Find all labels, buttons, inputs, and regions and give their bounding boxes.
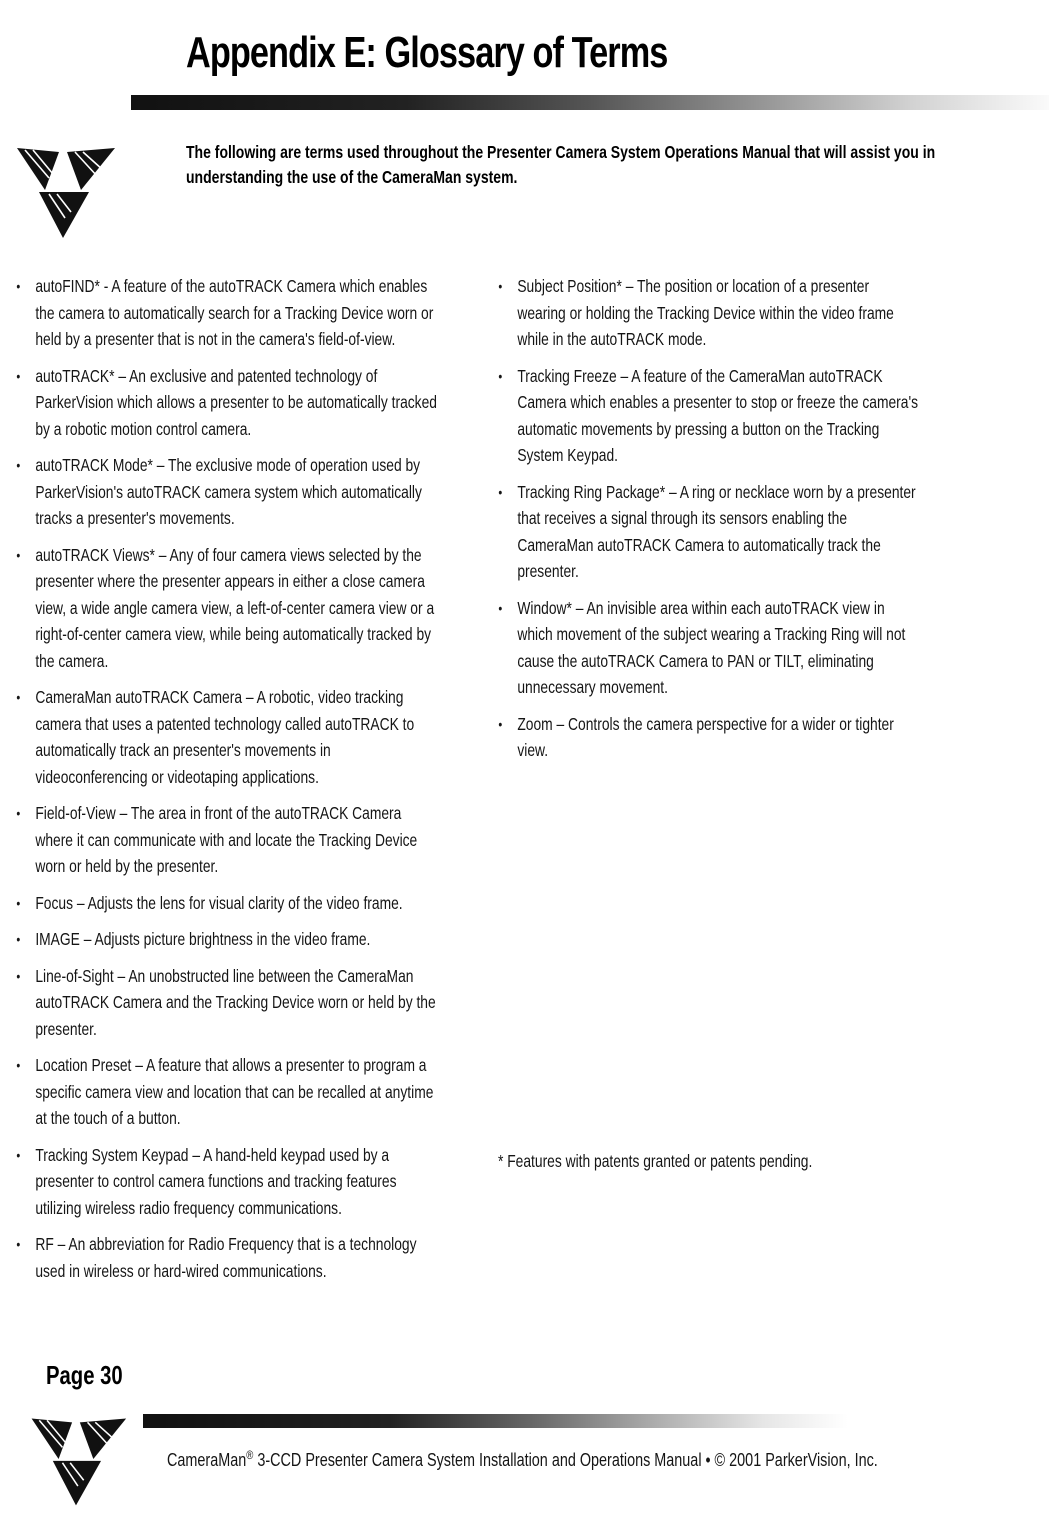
footer-rule (143, 1414, 848, 1428)
bullet: • (16, 367, 21, 384)
glossary-item: • autoTRACK Views* – Any of four camera views selected by the presenter where the presenter appears in either a close camera view, a wide angle camera view, a left-of-center camera view or a right-of-center camera view, while being automatically tracked by the camera. (14, 542, 439, 675)
bullet: • (498, 367, 503, 384)
glossary-item: • RF – An abbreviation for Radio Frequency that is a technology used in wireless or hard-wired communications. (14, 1231, 439, 1284)
registered-mark: ® (246, 1448, 254, 1462)
glossary-item: • Subject Position* – The position or location of a presenter wearing or holding the Tracking Device within the video frame while in the autoTRACK mode. (496, 273, 921, 353)
bullet: • (16, 1236, 21, 1252)
footer-manual-title: 3-CCD Presenter Camera System Installation and Operations Manual • © 2001 ParkerVision, Inc. (253, 1450, 878, 1470)
bullet: • (16, 967, 21, 984)
bullet: • (498, 715, 503, 732)
bullet: • (16, 1057, 21, 1073)
glossary-item: • Tracking Freeze – A feature of the CameraMan autoTRACK Camera which enables a presenter to stop or freeze the camera's automatic movements by pressing a button on the Tracking System Keypad. (496, 363, 921, 469)
glossary-item: • Field-of-View – The area in front of the autoTRACK Camera where it can communicate with and locate the Tracking Device worn or held by the presenter. (14, 800, 439, 880)
glossary-item: • Window* – An invisible area within each autoTRACK view in which movement of the subject wearing a Tracking Ring will not cause the autoTRACK Camera to PAN or TILT, eliminating unnecessary movement. (496, 595, 921, 701)
glossary-item: • CameraMan autoTRACK Camera – A robotic, video tracking camera that uses a patented technology called autoTRACK to automatically track an presenter's movements in videoconferencing or videotaping applications. (14, 684, 439, 790)
page-number: Page 30 (46, 1360, 123, 1390)
glossary-item: • autoTRACK* – An exclusive and patented technology of ParkerVision which allows a presenter to be automatically tracked by a robotic motion control camera. (14, 363, 439, 443)
glossary-item: • IMAGE – Adjusts picture brightness in the video frame. (14, 926, 439, 953)
glossary-item: • Tracking System Keypad – A hand-held keypad used by a presenter to control camera functions and tracking features utilizing wireless radio frequency communications. (14, 1142, 439, 1222)
glossary-item: • Location Preset – A feature that allows a presenter to program a specific camera view and location that can be recalled at anytime at the touch of a button. (14, 1052, 439, 1132)
glossary-item: • Line-of-Sight – An unobstructed line between the CameraMan autoTRACK Camera and the Tracking Device worn or held by the presenter. (14, 963, 439, 1043)
bullet: • (16, 894, 21, 911)
glossary-item: • Focus – Adjusts the lens for visual clarity of the video frame. (14, 890, 439, 917)
bullet: • (16, 278, 21, 294)
bullet: • (498, 599, 503, 616)
parkervision-logo-icon (5, 140, 119, 240)
glossary-left-column (14, 273, 439, 1294)
bullet: • (16, 689, 21, 705)
bullet: • (16, 457, 21, 473)
bullet: • (16, 1146, 21, 1163)
glossary-right-column (496, 273, 921, 774)
page-title: Appendix E: Glossary of Terms (186, 28, 668, 77)
bullet: • (16, 931, 21, 947)
bullet: • (16, 546, 21, 563)
bullet: • (16, 805, 21, 821)
patent-footnote: * Features with patents granted or patents pending. (498, 1151, 813, 1171)
header-rule (131, 95, 1049, 110)
glossary-item: • Zoom – Controls the camera perspective for a wider or tighter view. (496, 711, 921, 764)
footer-brand: CameraMan (167, 1450, 247, 1470)
bullet: • (498, 278, 503, 294)
parkervision-logo-icon (20, 1410, 130, 1508)
glossary-item: • autoTRACK Mode* – The exclusive mode of operation used by ParkerVision's autoTRACK camera system which automatically tracks a presenter's movements. (14, 452, 439, 532)
intro-text: The following are terms used throughout the Presenter Camera System Operations Manual that will assist you in understanding the use of the CameraMan system. (186, 142, 936, 187)
footer-text (167, 1448, 967, 1471)
glossary-item: • Tracking Ring Package* – A ring or necklace worn by a presenter that receives a signal through its sensors enabling the CameraMan autoTRACK Camera to automatically track the presenter. (496, 479, 921, 585)
glossary-item: • autoFIND* - A feature of the autoTRACK Camera which enables the camera to automatically search for a Tracking Device worn or held by a presenter that is not in the camera's field-of-view. (14, 273, 439, 353)
bullet: • (498, 483, 503, 500)
